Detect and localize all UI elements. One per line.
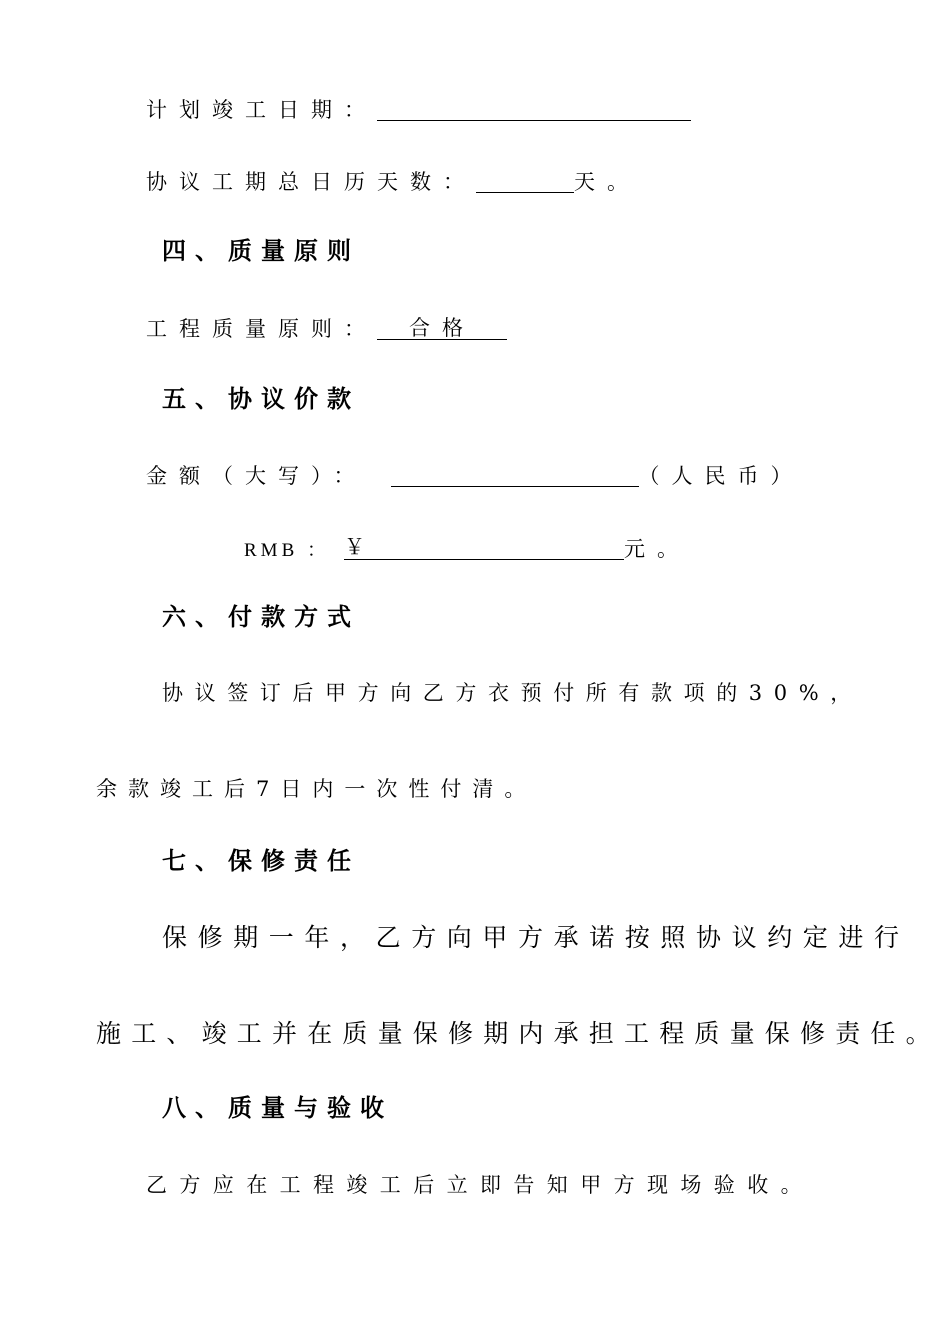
section4-heading: 四、质量原则: [162, 237, 360, 265]
quality-row: [146, 318, 507, 340]
quality-label: 工程质量原则：: [146, 317, 377, 341]
quality-value: 合格: [377, 318, 507, 340]
total-days-row: [146, 170, 640, 193]
plan-completion-label: 计划竣工日期：: [146, 98, 377, 122]
warranty-line1: 保修期一年，乙方向甲方承诺按照协议约定进行: [162, 923, 910, 952]
rmb-label: RMB ：: [244, 540, 330, 561]
total-days-label: 协议工期总日历天数：: [146, 170, 476, 194]
rmb-blank[interactable]: [344, 537, 624, 560]
plan-completion-blank[interactable]: [377, 98, 691, 121]
amount-label: 金额（大写）：: [146, 464, 367, 488]
payment-line2: 余款竣工后7日内一次性付清。: [96, 777, 537, 801]
section8-heading: 八、质量与验收: [162, 1094, 393, 1122]
amount-blank[interactable]: [391, 464, 639, 487]
rmb-symbol: ￥: [344, 535, 365, 559]
payment-line1: 协议签订后甲方向乙方衣预付所有款项的30%，: [162, 681, 863, 705]
acceptance-line1: 乙方应在工程竣工后立即告知甲方现场验收。: [146, 1173, 814, 1197]
plan-completion-row: [146, 98, 691, 121]
rmb-row: [244, 537, 690, 560]
warranty-line2: 施工、竣工并在质量保修期内承担工程质量保修责任。: [96, 1019, 941, 1048]
section6-heading: 六、付款方式: [162, 603, 360, 631]
amount-suffix: （人民币）: [638, 464, 804, 488]
rmb-suffix: 元。: [624, 537, 690, 561]
amount-row: [146, 464, 804, 487]
section5-heading: 五、协议价款: [162, 385, 360, 413]
section7-heading: 七、保修责任: [162, 847, 360, 875]
total-days-blank[interactable]: [476, 170, 574, 193]
total-days-suffix: 天。: [574, 170, 640, 194]
